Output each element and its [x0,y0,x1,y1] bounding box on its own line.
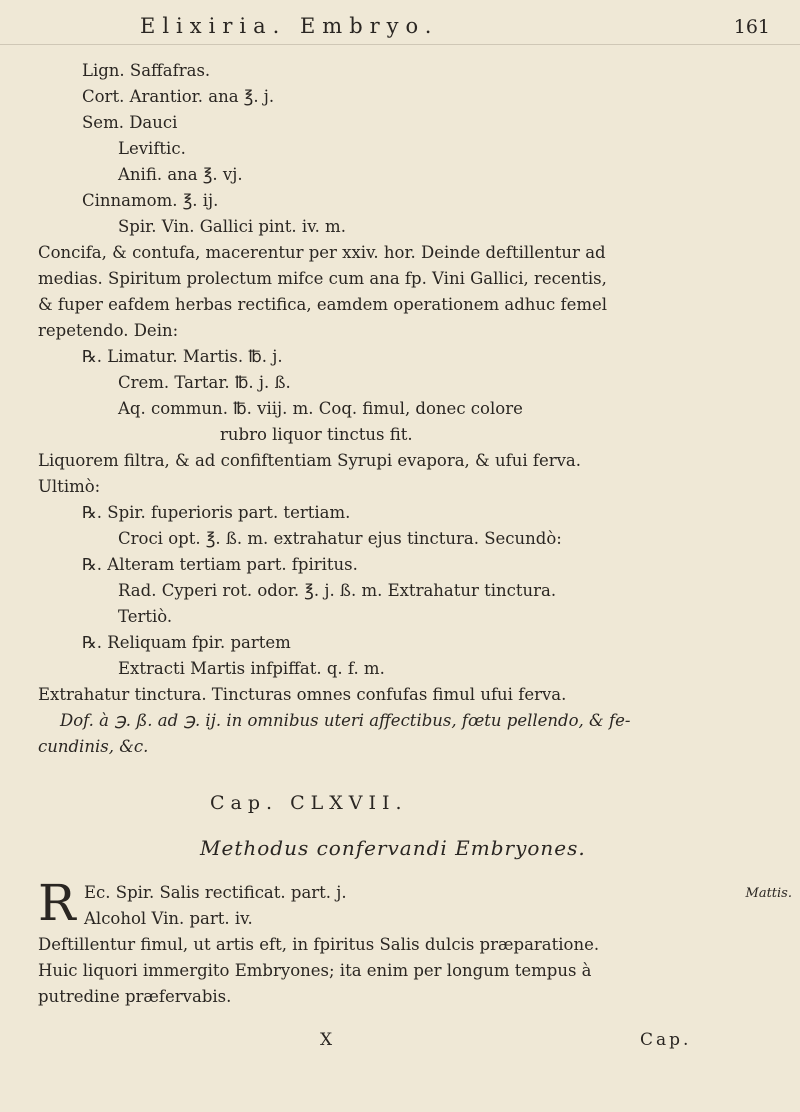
recipe-line: ℞. Spir. fuperioris part. tertiam. [82,503,351,522]
recipe-line: Leviftic. [118,139,186,158]
chapter-heading: Cap. CLXVII. [210,792,408,814]
recipe-line: rubro liquor tinctus fit. [220,425,413,444]
recipe-line: Ec. Spir. Salis rectificat. part. j. [84,883,347,902]
recipe-line: Tertiò. [118,607,173,626]
recipe-line: Croci opt. ℥. ß. m. extrahatur ejus tinctura. Secundò: [118,529,562,548]
margin-note: Mattis. [745,886,792,901]
paragraph-line: repetendo. Dein: [38,321,179,340]
header-rule [0,44,800,45]
catchword: Cap. [640,1030,692,1050]
paragraph-line: Ultimò: [38,477,101,496]
recipe-line: Aq. commun. ℔. viij. m. Coq. fimul, donec colore [118,399,523,418]
recipe-line: Spir. Vin. Gallici pint. iv. m. [118,217,346,236]
recipe-line: Anifi. ana ℥. vj. [118,165,243,184]
recipe-line: Cinnamom. ℥. ij. [82,191,219,210]
paragraph-line: medias. Spiritum prolectum mifce cum ana fp. Vini Gallici, recentis, [38,269,607,288]
dosage-line: Dof. à ℈. ß. ad ℈. ij. in omnibus uteri affectibus, fœtu pellendo, & fe- [60,711,631,730]
chapter-title: Methodus confervandi Embryones. [200,836,586,860]
paragraph-line: putredine præfervabis. [38,987,232,1006]
running-title: Elixiria. Embryo. [140,14,439,38]
signature-mark: X [320,1030,333,1050]
recipe-line: ℞. Limatur. Martis. ℔. j. [82,347,283,366]
recipe-line: Crem. Tartar. ℔. j. ß. [118,373,291,392]
dosage-line: cundinis, &c. [38,737,149,756]
recipe-line: Extracti Martis infpiffat. q. f. m. [118,659,385,678]
drop-cap: R [38,874,76,932]
recipe-line: ℞. Alteram tertiam part. fpiritus. [82,555,358,574]
recipe-line: Rad. Cyperi rot. odor. ℥. j. ß. m. Extrahatur tinctura. [118,581,557,600]
paragraph-line: Liquorem filtra, & ad confiftentiam Syrupi evapora, & ufui ferva. [38,451,582,470]
paragraph-line: Extrahatur tinctura. Tincturas omnes confufas fimul ufui ferva. [38,685,567,704]
paragraph-line: & fuper eafdem herbas rectifica, eamdem operationem adhuc femel [38,295,608,314]
page-number: 161 [733,16,770,38]
recipe-line: Sem. Dauci [82,113,178,132]
recipe-line: ℞. Reliquam fpir. partem [82,633,291,652]
recipe-line: Lign. Saffafras. [82,61,211,80]
paragraph-line: Deftillentur fimul, ut artis eft, in fpiritus Salis dulcis præparatione. [38,935,600,954]
recipe-line: Alcohol Vin. part. iv. [84,909,253,928]
paragraph-line: Concifa, & contufa, macerentur per xxiv. hor. Deinde deftillentur ad [38,243,606,262]
paragraph-line: Huic liquori immergito Embryones; ita enim per longum tempus à [38,961,592,980]
recipe-line: Cort. Arantior. ana ℥. j. [82,87,275,106]
